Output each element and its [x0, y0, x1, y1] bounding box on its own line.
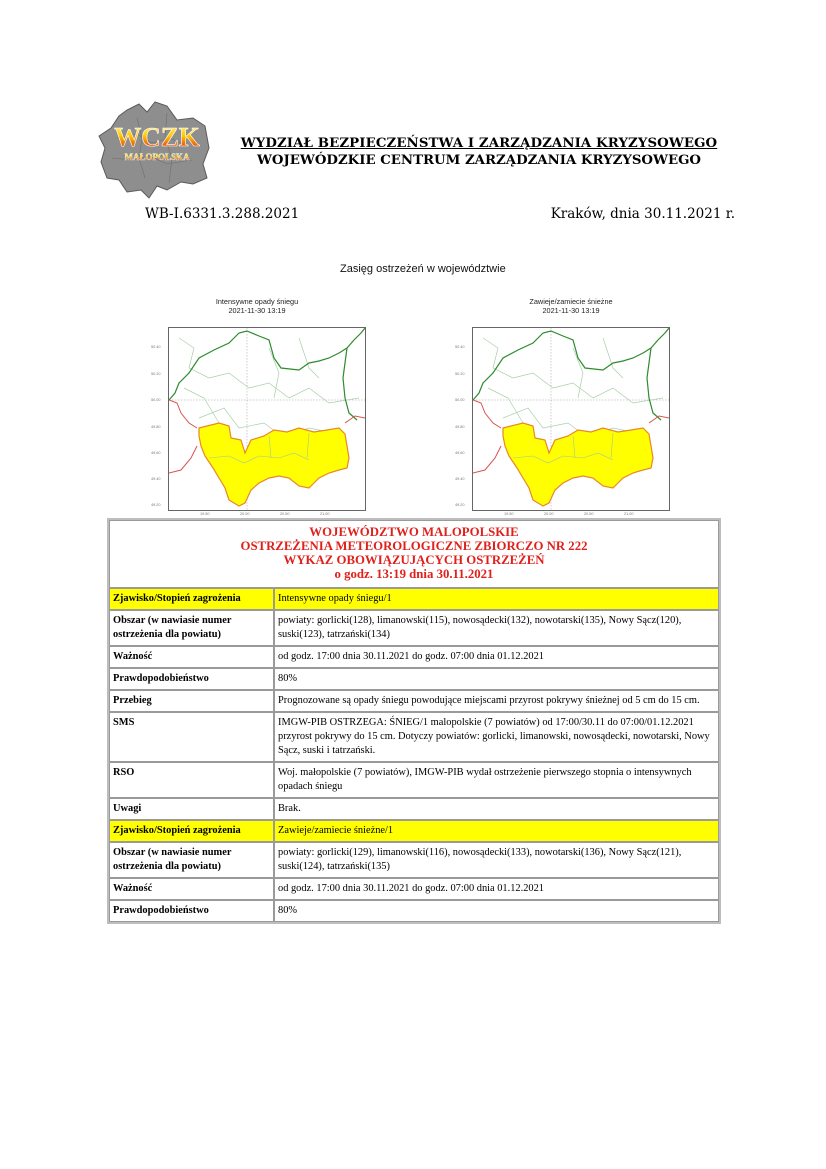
y-tick: 49.40 — [455, 477, 465, 481]
row-value: Brak. — [274, 798, 719, 820]
table-row — [109, 588, 719, 610]
document-reference: WB-I.6331.3.288.2021 — [145, 206, 300, 222]
row-label: Obszar (w nawiasie numer ostrzeżenia dla powiatu) — [109, 842, 274, 878]
row-value: 80% — [274, 900, 719, 922]
y-tick: 49.60 — [455, 451, 465, 455]
wczk-logo — [97, 98, 215, 202]
y-tick: 49.80 — [455, 425, 465, 429]
row-value: od godz. 17:00 dnia 30.11.2021 do godz. 07:00 dnia 01.12.2021 — [274, 878, 719, 900]
x-tick: 21.00 — [320, 512, 330, 516]
row-label: Ważność — [109, 878, 274, 900]
map-title: Zawieje/zamiecie śnieżne — [529, 297, 613, 306]
row-label: RSO — [109, 762, 274, 798]
map-timestamp: 2021-11-30 13:19 — [542, 306, 600, 315]
warnings-table — [107, 518, 721, 924]
row-value: powiaty: gorlicki(129), limanowski(116), nowosądecki(133), nowotarski(136), Nowy Sącz(121), suski(124), tatrzański(135) — [274, 842, 719, 878]
row-label: SMS — [109, 712, 274, 762]
x-tick: 20.50 — [280, 512, 290, 516]
row-label: Prawdopodobieństwo — [109, 900, 274, 922]
map-blizzard — [461, 297, 681, 315]
center-name: WOJEWÓDZKIE CENTRUM ZARZĄDZANIA KRYZYSOWEGO — [256, 153, 702, 168]
table-row — [109, 820, 719, 842]
table-row — [109, 610, 719, 646]
row-label: Obszar (w nawiasie numer ostrzeżenia dla powiatu) — [109, 610, 274, 646]
malopolska-map-logo-icon — [97, 98, 215, 202]
svg-text:WCZK: WCZK — [114, 122, 200, 152]
row-label: Przebieg — [109, 690, 274, 712]
table-row — [109, 712, 719, 762]
map-blizzard-plot — [472, 327, 670, 511]
row-value: 80% — [274, 668, 719, 690]
row-label: Prawdopodobieństwo — [109, 668, 274, 690]
y-tick: 50.20 — [455, 372, 465, 376]
maps-title: Zasięg ostrzeżeń w województwie — [340, 263, 506, 275]
table-row — [109, 690, 719, 712]
y-tick: 49.80 — [151, 425, 161, 429]
svg-text:MAŁOPOLSKA: MAŁOPOLSKA — [124, 152, 190, 162]
map-snowfall — [147, 297, 367, 315]
row-value: powiaty: gorlicki(128), limanowski(115), nowosądecki(132), nowotarski(135), Nowy Sącz(120), suski(123), tatrzański(134) — [274, 610, 719, 646]
row-value: IMGW-PIB OSTRZEGA: ŚNIEG/1 malopolskie (7 powiatów) od 17:00/30.11 do 07:00/01.12.2021 przyrost pokrywy do 15 cm. Dotyczy powiatów: gorlicki, limanowski, nowosądecki, nowotarski, Nowy Sącz, suski i tatrzański. — [274, 712, 719, 762]
table-row — [109, 900, 719, 922]
map-timestamp: 2021-11-30 13:19 — [228, 306, 286, 315]
y-tick: 50.00 — [455, 398, 465, 402]
table-row — [109, 762, 719, 798]
row-label: Ważność — [109, 646, 274, 668]
place-date: Kraków, dnia 30.11.2021 r. — [550, 206, 735, 222]
x-tick: 20.00 — [240, 512, 250, 516]
row-label: Zjawisko/Stopień zagrożenia — [109, 820, 274, 842]
x-tick: 19.50 — [200, 512, 210, 516]
y-tick: 49.60 — [151, 451, 161, 455]
y-tick: 50.40 — [151, 345, 161, 349]
y-tick: 50.20 — [151, 372, 161, 376]
row-label: Zjawisko/Stopień zagrożenia — [109, 588, 274, 610]
table-row — [109, 842, 719, 878]
row-value: Intensywne opady śniegu/1 — [274, 588, 719, 610]
y-tick: 49.20 — [455, 503, 465, 507]
y-tick: 49.20 — [151, 503, 161, 507]
y-tick: 50.40 — [455, 345, 465, 349]
x-tick: 20.00 — [544, 512, 554, 516]
row-value: od godz. 17:00 dnia 30.11.2021 do godz. 07:00 dnia 01.12.2021 — [274, 646, 719, 668]
y-tick: 50.00 — [151, 398, 161, 402]
map-snowfall-plot — [168, 327, 366, 511]
department-name: WYDZIAŁ BEZPIECZEŃSTWA I ZARZĄDZANIA KRYZYSOWEGO — [240, 136, 718, 151]
row-value: Prognozowane są opady śniegu powodujące miejscami przyrost pokrywy śnieżnej od 5 cm do 15 cm. — [274, 690, 719, 712]
row-label: Uwagi — [109, 798, 274, 820]
x-tick: 21.00 — [624, 512, 634, 516]
map-title: Intensywne opady śniegu — [215, 297, 299, 306]
x-tick: 20.50 — [584, 512, 594, 516]
table-title: WOJEWÓDZTWO MALOPOLSKIE OSTRZEŻENIA METEOROLOGICZNE ZBIORCZO NR 222 WYKAZ OBOWIĄZUJĄCYCH OSTRZEŻEŃ o godz. 13:19 dnia 30.11.2021 — [109, 520, 719, 588]
table-row — [109, 878, 719, 900]
y-tick: 49.40 — [151, 477, 161, 481]
table-row — [109, 668, 719, 690]
row-value: Woj. małopolskie (7 powiatów), IMGW-PIB wydał ostrzeżenie pierwszego stopnia o intensywnych opadach śniegu — [274, 762, 719, 798]
table-row — [109, 646, 719, 668]
table-row — [109, 798, 719, 820]
letterhead — [226, 135, 732, 169]
row-value: Zawieje/zamiecie śnieżne/1 — [274, 820, 719, 842]
x-tick: 19.50 — [504, 512, 514, 516]
